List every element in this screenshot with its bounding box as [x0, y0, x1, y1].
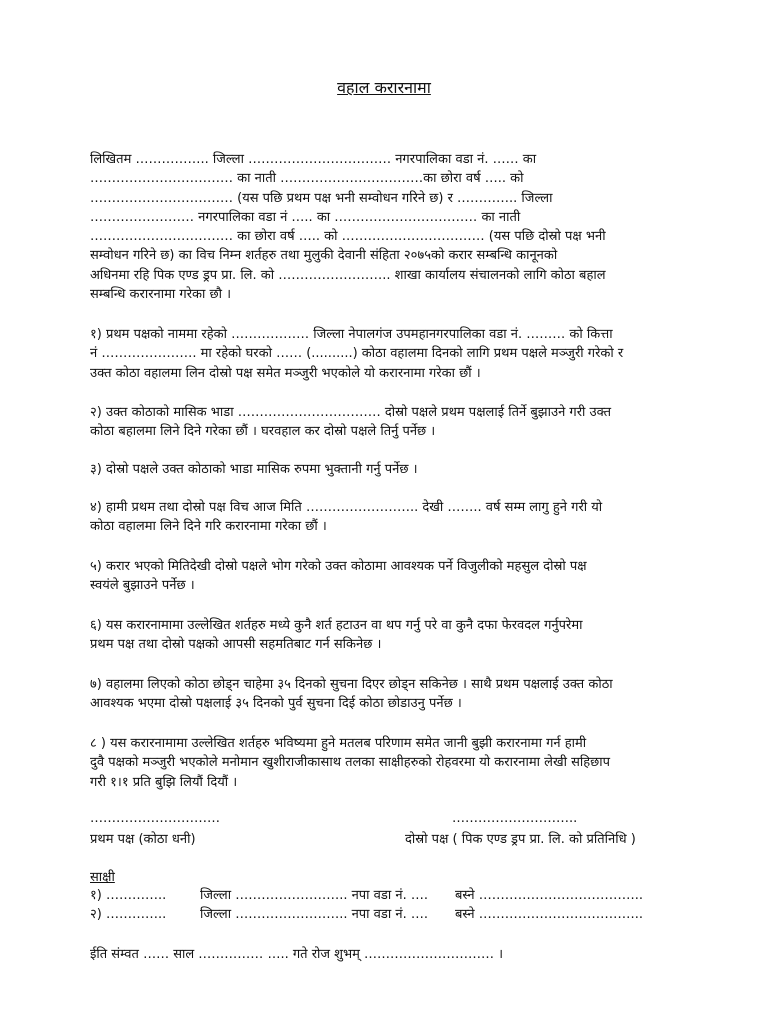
- intro-line: सम्बन्धि करारनामा गरेका छौ ।: [90, 287, 232, 303]
- witness-number: १) …………..: [90, 888, 167, 903]
- clause-line: उक्त कोठा वहालमा लिन दोस्रो पक्ष समेत मञ्जुरी भएकोले यो करारनामा गरेका छौं ।: [90, 365, 481, 381]
- clause-line: कोठा वहालमा लिने दिने गरि करारनामा गरेका छौं ।: [90, 519, 327, 535]
- intro-line: …………………………… का छोरा वर्ष ….. को …………………………… (यस पछि दोस्रो पक्ष भनी: [90, 229, 606, 245]
- intro-line: …………………………… का नाती ……………………………का छोरा वर्ष ….. को: [90, 171, 524, 187]
- clause-2: [90, 403, 680, 442]
- second-party-signature-line: ………………………..: [452, 811, 578, 826]
- intro-line: …………………… नगरपालिका वडा नं ….. का …………………………… का नाती: [90, 209, 521, 225]
- clause-line: ६) यस करारनामामा उल्लेखित शर्तहरु मध्ये कुनै शर्त हटाउन वा थप गर्नु परे वा कुनै दफा फेरवदल गर्नुपरेमा: [90, 618, 583, 633]
- intro-line: …………………………… (यस पछि प्रथम पक्ष भनी सम्वोधन गरिने छ) र ………….. जिल्ला: [90, 190, 553, 206]
- clause-line: आवश्यक भएमा दोस्रो पक्षलाई ३५ दिनको पुर्व सुचना दिई कोठा छोडाउनु पर्नेछ ।: [90, 696, 462, 712]
- intro-line: लिखितम …………….. जिल्ला …………………………… नगरपालिका वडा नं. …… का: [90, 152, 537, 167]
- clause-5: [90, 557, 680, 596]
- clause-8: [90, 734, 680, 792]
- clause-7: [90, 675, 680, 714]
- second-party-label: दोस्रो पक्ष ( पिक एण्ड ड्रप प्रा. लि. को प्रतिनिधि ): [405, 832, 636, 847]
- clause-line: प्रथम पक्ष तथा दोस्रो पक्षको आपसी सहमतिबाट गर्न सकिनेछ ।: [90, 637, 382, 653]
- clause-line: गरी १।१ प्रति बुझि लियौं दियौं ।: [90, 774, 238, 790]
- document-title: वहाल करारनामा: [337, 78, 431, 97]
- witness-district: जिल्ला …………………….. नपा वडा नं. ….: [200, 907, 428, 922]
- witness-residence: बस्ने ………………………………..: [455, 907, 644, 922]
- closing-line: ईति संम्वत …… साल …………… ….. गते रोज शुभम् ………………………… ।: [90, 947, 504, 962]
- clause-line: दुवै पक्षको मञ्जुरी भएकोले मनोमान खुशीराजीकासाथ तलका साक्षीहरुको रोहवरमा यो करारनामा लेखी सहिछाप: [90, 755, 611, 771]
- clause-line: कोठा बहालमा लिने दिने गरेका छौं । घरवहाल कर दोस्रो पक्षले तिर्नु पर्नेछ ।: [90, 424, 436, 440]
- clause-1: [90, 325, 680, 383]
- clause-line: ४) हामी प्रथम तथा दोस्रो पक्ष विच आज मिति …………………….. देखी …….. वर्ष सम्म लागु हुने गरी यो: [90, 500, 603, 515]
- clause-line: १) प्रथम पक्षको नाममा रहेको ……………… जिल्ला नेपालगंज उपमहानगरपालिका वडा नं. ……… को कित्ता: [90, 327, 613, 342]
- witness-row-2: [90, 906, 644, 925]
- clause-line: ८ ) यस करारनामामा उल्लेखित शर्तहरु भविष्यमा हुने मतलब परिणाम समेत जानी बुझी करारनामा गर्न हामी: [90, 736, 587, 751]
- witness-number: २) …………..: [90, 907, 167, 922]
- clause-line: नं …………………. मा रहेको घरको …… (..........) कोठा वहालमा दिनको लागि प्रथम पक्षले मञ्जुरी गरेको र: [90, 346, 624, 362]
- clause-line: ५) करार भएको मितिदेखी दोस्रो पक्षले भोग गरेको उक्त कोठामा आवश्यक पर्ने विजुलीको महसुल दोस्रो पक्ष: [90, 559, 587, 574]
- clause-line: ७) वहालमा लिएको कोठा छोड्न चाहेमा ३५ दिनको सुचना दिएर छोड्न सकिनेछ । साथै प्रथम पक्षलाई उक्त कोठा: [90, 677, 613, 692]
- witness-row-1: [90, 887, 644, 906]
- clause-line: ३) दोस्रो पक्षले उक्त कोठाको भाडा मासिक रुपमा भुक्तानी गर्नु पर्नेछ ।: [90, 462, 418, 477]
- witness-heading: साक्षी: [90, 870, 115, 885]
- first-party-label: प्रथम पक्ष (कोठा धनी): [90, 832, 196, 847]
- clause-line: २) उक्त कोठाको मासिक भाडा …………………………… दोस्रो पक्षले प्रथम पक्षलाई तिर्ने बुझाउने गरी उक्त: [90, 405, 612, 420]
- clause-4: [90, 498, 680, 537]
- intro-line: सम्वोधन गरिने छ) का विच निम्न शर्तहरु तथा मुलुकी देवानी संहिता २०७५को करार सम्बन्धि कानूनको: [90, 248, 558, 264]
- witness-district: जिल्ला …………………….. नपा वडा नं. ….: [200, 888, 428, 903]
- clause-6: [90, 616, 680, 655]
- intro-line: अधिनमा रहि पिक एण्ड ड्रप प्रा. लि. को …………………….. शाखा कार्यालय संचालनको लागि कोठा बहाल: [90, 267, 606, 283]
- first-party-signature-line: …………………………: [90, 811, 220, 826]
- clause-line: स्वयंले बुझाउने पर्नेछ ।: [90, 578, 195, 594]
- intro-paragraph: [90, 150, 680, 304]
- witness-residence: बस्ने ………………………………..: [455, 888, 644, 903]
- clause-3: [90, 460, 680, 479]
